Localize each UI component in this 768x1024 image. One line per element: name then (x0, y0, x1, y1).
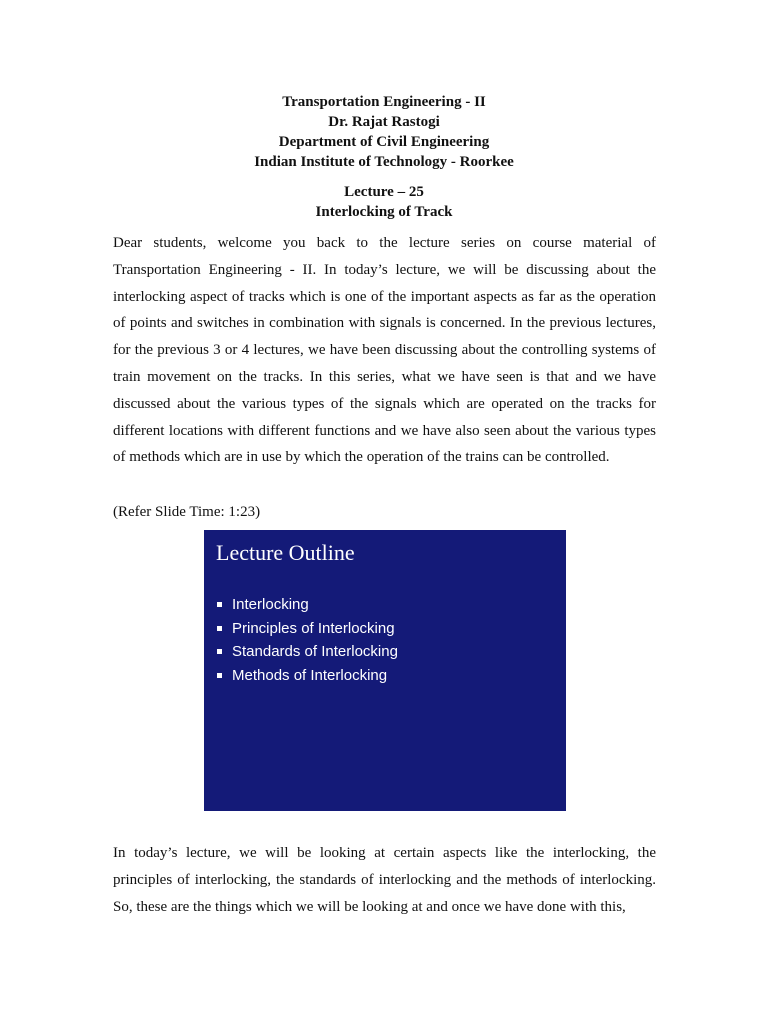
slide-bullet-text: Standards of Interlocking (232, 643, 398, 661)
author-name: Dr. Rajat Rastogi (328, 114, 440, 130)
document-header (0, 92, 768, 172)
refer-slide-time: (Refer Slide Time: 1:23) (113, 504, 261, 520)
slide-bullet-item (217, 617, 398, 641)
slide-title: Lecture Outline (216, 540, 355, 565)
outline-paragraph: In today’s lecture, we will be looking at certain aspects like the interlocking, the principles of interlocking, the standards of interlocking and the methods of interlocking. So, these are the things which we will be looking at and once we have done with this, (113, 845, 656, 915)
slide-bullet-item (217, 593, 398, 617)
square-bullet-icon (217, 602, 222, 607)
square-bullet-icon (217, 626, 222, 631)
course-title: Transportation Engineering - II (282, 94, 486, 110)
slide-bullet-text: Principles of Interlocking (232, 619, 395, 637)
slide-bullet-item (217, 664, 398, 688)
slide-bullet-item (217, 640, 398, 664)
lecture-number: Lecture – 25 (344, 184, 424, 200)
square-bullet-icon (217, 649, 222, 654)
department-name: Department of Civil Engineering (278, 134, 490, 150)
slide-bullet-text: Interlocking (232, 596, 309, 614)
square-bullet-icon (217, 673, 222, 678)
lecture-heading (0, 182, 768, 222)
lecture-outline-slide (204, 530, 566, 811)
institute-name: Indian Institute of Technology - Roorkee (254, 154, 514, 170)
intro-paragraph: Dear students, welcome you back to the lecture series on course material of Transportation Engineering - II. In today’s lecture, we will be discussing about the interlocking aspect of tracks which is one of the important aspects as far as the operation of points and switches in combination with signals is concerned. In the previous lectures, for the previous 3 or 4 lectures, we have been discussing about the controlling systems of train movement on the tracks. In this series, what we have seen is that and we have discussed about the various types of the signals which are operated on the tracks for different locations with different functions and we have also seen about the various types of methods which are in use by which the operation of the trains can be controlled. (113, 235, 656, 466)
lecture-title: Interlocking of Track (315, 204, 453, 220)
slide-bullet-list (217, 593, 398, 687)
slide-bullet-text: Methods of Interlocking (232, 666, 388, 684)
